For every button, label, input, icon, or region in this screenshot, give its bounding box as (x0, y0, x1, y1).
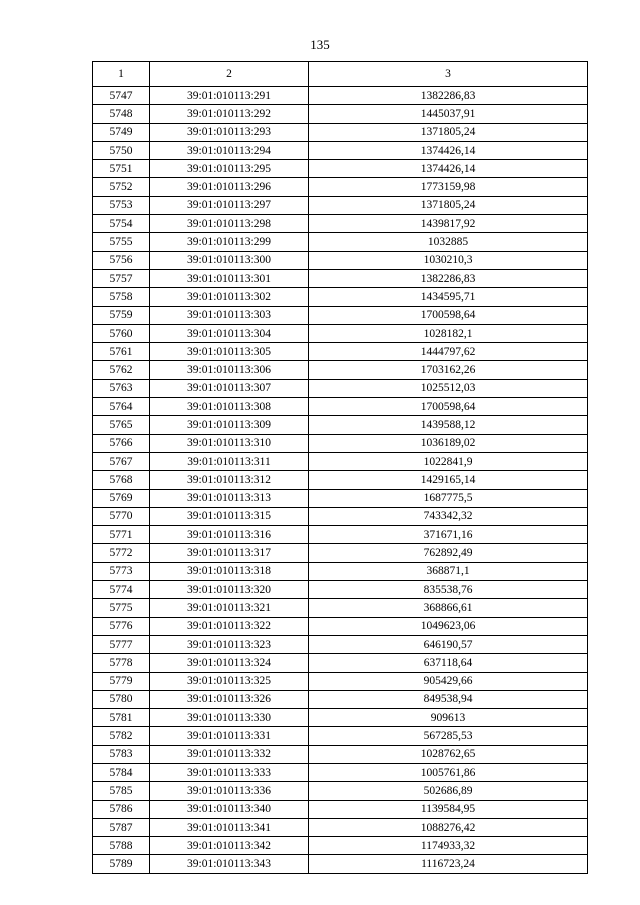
row-number-cell: 5768 (93, 471, 150, 489)
table-row (93, 269, 588, 287)
table-row (93, 782, 588, 800)
row-number-cell: 5766 (93, 434, 150, 452)
value-cell: 1445037,91 (309, 105, 588, 123)
row-number-cell: 5760 (93, 324, 150, 342)
table-row (93, 288, 588, 306)
row-number-cell: 5765 (93, 416, 150, 434)
table-row (93, 763, 588, 781)
cadastral-number-cell: 39:01:010113:305 (150, 343, 309, 361)
row-number-cell: 5757 (93, 269, 150, 287)
value-cell: 1374426,14 (309, 160, 588, 178)
value-cell: 502686,89 (309, 782, 588, 800)
table-row (93, 526, 588, 544)
cadastral-number-cell: 39:01:010113:294 (150, 141, 309, 159)
value-cell: 371671,16 (309, 526, 588, 544)
row-number-cell: 5761 (93, 343, 150, 361)
table-row (93, 672, 588, 690)
value-cell: 1700598,64 (309, 398, 588, 416)
table-row (93, 215, 588, 233)
value-cell: 1773159,98 (309, 178, 588, 196)
cadastral-number-cell: 39:01:010113:331 (150, 727, 309, 745)
page-number: 135 (310, 37, 330, 52)
value-cell: 1434595,71 (309, 288, 588, 306)
table-row (93, 690, 588, 708)
row-number-cell: 5779 (93, 672, 150, 690)
value-cell: 1030210,3 (309, 251, 588, 269)
row-number-cell: 5773 (93, 562, 150, 580)
value-cell: 849538,94 (309, 690, 588, 708)
row-number-cell: 5763 (93, 379, 150, 397)
cadastral-number-cell: 39:01:010113:313 (150, 489, 309, 507)
table-row (93, 599, 588, 617)
value-cell: 1116723,24 (309, 855, 588, 873)
table-body (93, 87, 588, 874)
column-header-2: 2 (150, 62, 309, 87)
table-row (93, 654, 588, 672)
table-row (93, 727, 588, 745)
cadastral-number-cell: 39:01:010113:292 (150, 105, 309, 123)
value-cell: 1382286,83 (309, 269, 588, 287)
row-number-cell: 5751 (93, 160, 150, 178)
table-header (93, 62, 588, 87)
row-number-cell: 5783 (93, 745, 150, 763)
value-cell: 1439588,12 (309, 416, 588, 434)
row-number-cell: 5787 (93, 818, 150, 836)
cadastral-number-cell: 39:01:010113:300 (150, 251, 309, 269)
value-cell: 1174933,32 (309, 837, 588, 855)
cadastral-number-cell: 39:01:010113:324 (150, 654, 309, 672)
table-row (93, 617, 588, 635)
value-cell: 1088276,42 (309, 818, 588, 836)
value-cell: 905429,66 (309, 672, 588, 690)
cadastral-number-cell: 39:01:010113:301 (150, 269, 309, 287)
table-row (93, 251, 588, 269)
row-number-cell: 5786 (93, 800, 150, 818)
value-cell: 1028182,1 (309, 324, 588, 342)
table-row (93, 471, 588, 489)
table-row (93, 507, 588, 525)
value-cell: 646190,57 (309, 635, 588, 653)
cadastral-number-cell: 39:01:010113:295 (150, 160, 309, 178)
value-cell: 1028762,65 (309, 745, 588, 763)
table-row (93, 452, 588, 470)
value-cell: 1439817,92 (309, 215, 588, 233)
row-number-cell: 5758 (93, 288, 150, 306)
row-number-cell: 5752 (93, 178, 150, 196)
cadastral-number-cell: 39:01:010113:297 (150, 196, 309, 214)
column-header-3: 3 (309, 62, 588, 87)
cadastral-number-cell: 39:01:010113:303 (150, 306, 309, 324)
cadastral-number-cell: 39:01:010113:311 (150, 452, 309, 470)
cadastral-number-cell: 39:01:010113:307 (150, 379, 309, 397)
row-number-cell: 5776 (93, 617, 150, 635)
cadastral-number-cell: 39:01:010113:316 (150, 526, 309, 544)
value-cell: 1036189,02 (309, 434, 588, 452)
row-number-cell: 5762 (93, 361, 150, 379)
row-number-cell: 5748 (93, 105, 150, 123)
value-cell: 1382286,83 (309, 87, 588, 105)
table-row (93, 544, 588, 562)
value-cell: 1371805,24 (309, 196, 588, 214)
table-row (93, 709, 588, 727)
row-number-cell: 5774 (93, 581, 150, 599)
table-row (93, 837, 588, 855)
table-row (93, 489, 588, 507)
value-cell: 1049623,06 (309, 617, 588, 635)
row-number-cell: 5771 (93, 526, 150, 544)
row-number-cell: 5772 (93, 544, 150, 562)
value-cell: 567285,53 (309, 727, 588, 745)
value-cell: 909613 (309, 709, 588, 727)
value-cell: 743342,32 (309, 507, 588, 525)
cadastral-number-cell: 39:01:010113:291 (150, 87, 309, 105)
table-row (93, 434, 588, 452)
row-number-cell: 5769 (93, 489, 150, 507)
cadastral-number-cell: 39:01:010113:343 (150, 855, 309, 873)
table-row (93, 581, 588, 599)
table-row (93, 343, 588, 361)
cadastral-number-cell: 39:01:010113:330 (150, 709, 309, 727)
cadastral-number-cell: 39:01:010113:308 (150, 398, 309, 416)
value-cell: 1687775,5 (309, 489, 588, 507)
value-cell: 1025512,03 (309, 379, 588, 397)
row-number-cell: 5756 (93, 251, 150, 269)
value-cell: 1371805,24 (309, 123, 588, 141)
row-number-cell: 5750 (93, 141, 150, 159)
value-cell: 835538,76 (309, 581, 588, 599)
cadastral-number-cell: 39:01:010113:326 (150, 690, 309, 708)
cadastral-number-cell: 39:01:010113:340 (150, 800, 309, 818)
table-row (93, 800, 588, 818)
row-number-cell: 5781 (93, 709, 150, 727)
value-cell: 1374426,14 (309, 141, 588, 159)
cadastral-number-cell: 39:01:010113:310 (150, 434, 309, 452)
cadastral-number-cell: 39:01:010113:298 (150, 215, 309, 233)
table-row (93, 818, 588, 836)
cadastral-number-cell: 39:01:010113:321 (150, 599, 309, 617)
cadastral-number-cell: 39:01:010113:299 (150, 233, 309, 251)
value-cell: 1429165,14 (309, 471, 588, 489)
cadastral-number-cell: 39:01:010113:323 (150, 635, 309, 653)
value-cell: 1022841,9 (309, 452, 588, 470)
value-cell: 1700598,64 (309, 306, 588, 324)
cadastral-number-cell: 39:01:010113:322 (150, 617, 309, 635)
row-number-cell: 5785 (93, 782, 150, 800)
table-row (93, 105, 588, 123)
row-number-cell: 5784 (93, 763, 150, 781)
value-cell: 762892,49 (309, 544, 588, 562)
row-number-cell: 5753 (93, 196, 150, 214)
cadastral-number-cell: 39:01:010113:312 (150, 471, 309, 489)
cadastral-number-cell: 39:01:010113:317 (150, 544, 309, 562)
table-row (93, 635, 588, 653)
value-cell: 1005761,86 (309, 763, 588, 781)
cadastral-number-cell: 39:01:010113:320 (150, 581, 309, 599)
cadastral-number-cell: 39:01:010113:333 (150, 763, 309, 781)
row-number-cell: 5789 (93, 855, 150, 873)
cadastral-number-cell: 39:01:010113:304 (150, 324, 309, 342)
table-row (93, 306, 588, 324)
cadastral-number-cell: 39:01:010113:325 (150, 672, 309, 690)
header-row (93, 62, 588, 87)
table-row (93, 160, 588, 178)
value-cell: 1139584,95 (309, 800, 588, 818)
table-row (93, 233, 588, 251)
cadastral-number-cell: 39:01:010113:302 (150, 288, 309, 306)
row-number-cell: 5775 (93, 599, 150, 617)
row-number-cell: 5747 (93, 87, 150, 105)
row-number-cell: 5755 (93, 233, 150, 251)
row-number-cell: 5764 (93, 398, 150, 416)
table-row (93, 87, 588, 105)
value-cell: 637118,64 (309, 654, 588, 672)
value-cell: 1032885 (309, 233, 588, 251)
row-number-cell: 5759 (93, 306, 150, 324)
table-row (93, 141, 588, 159)
row-number-cell: 5788 (93, 837, 150, 855)
cadastral-number-cell: 39:01:010113:309 (150, 416, 309, 434)
value-cell: 368871,1 (309, 562, 588, 580)
value-cell: 1703162,26 (309, 361, 588, 379)
table-row (93, 855, 588, 873)
cadastral-number-cell: 39:01:010113:342 (150, 837, 309, 855)
table-row (93, 361, 588, 379)
value-cell: 1444797,62 (309, 343, 588, 361)
value-cell: 368866,61 (309, 599, 588, 617)
table-row (93, 416, 588, 434)
row-number-cell: 5770 (93, 507, 150, 525)
row-number-cell: 5782 (93, 727, 150, 745)
cadastral-number-cell: 39:01:010113:315 (150, 507, 309, 525)
table-row (93, 178, 588, 196)
table-row (93, 196, 588, 214)
cadastral-number-cell: 39:01:010113:306 (150, 361, 309, 379)
cadastral-number-cell: 39:01:010113:341 (150, 818, 309, 836)
data-table (92, 61, 588, 874)
table-row (93, 324, 588, 342)
row-number-cell: 5749 (93, 123, 150, 141)
row-number-cell: 5778 (93, 654, 150, 672)
row-number-cell: 5777 (93, 635, 150, 653)
cadastral-number-cell: 39:01:010113:293 (150, 123, 309, 141)
cadastral-number-cell: 39:01:010113:318 (150, 562, 309, 580)
row-number-cell: 5780 (93, 690, 150, 708)
column-header-1: 1 (93, 62, 150, 87)
cadastral-number-cell: 39:01:010113:336 (150, 782, 309, 800)
row-number-cell: 5754 (93, 215, 150, 233)
row-number-cell: 5767 (93, 452, 150, 470)
table-row (93, 745, 588, 763)
table-row (93, 562, 588, 580)
table-row (93, 379, 588, 397)
table-row (93, 123, 588, 141)
table-row (93, 398, 588, 416)
cadastral-number-cell: 39:01:010113:296 (150, 178, 309, 196)
cadastral-number-cell: 39:01:010113:332 (150, 745, 309, 763)
